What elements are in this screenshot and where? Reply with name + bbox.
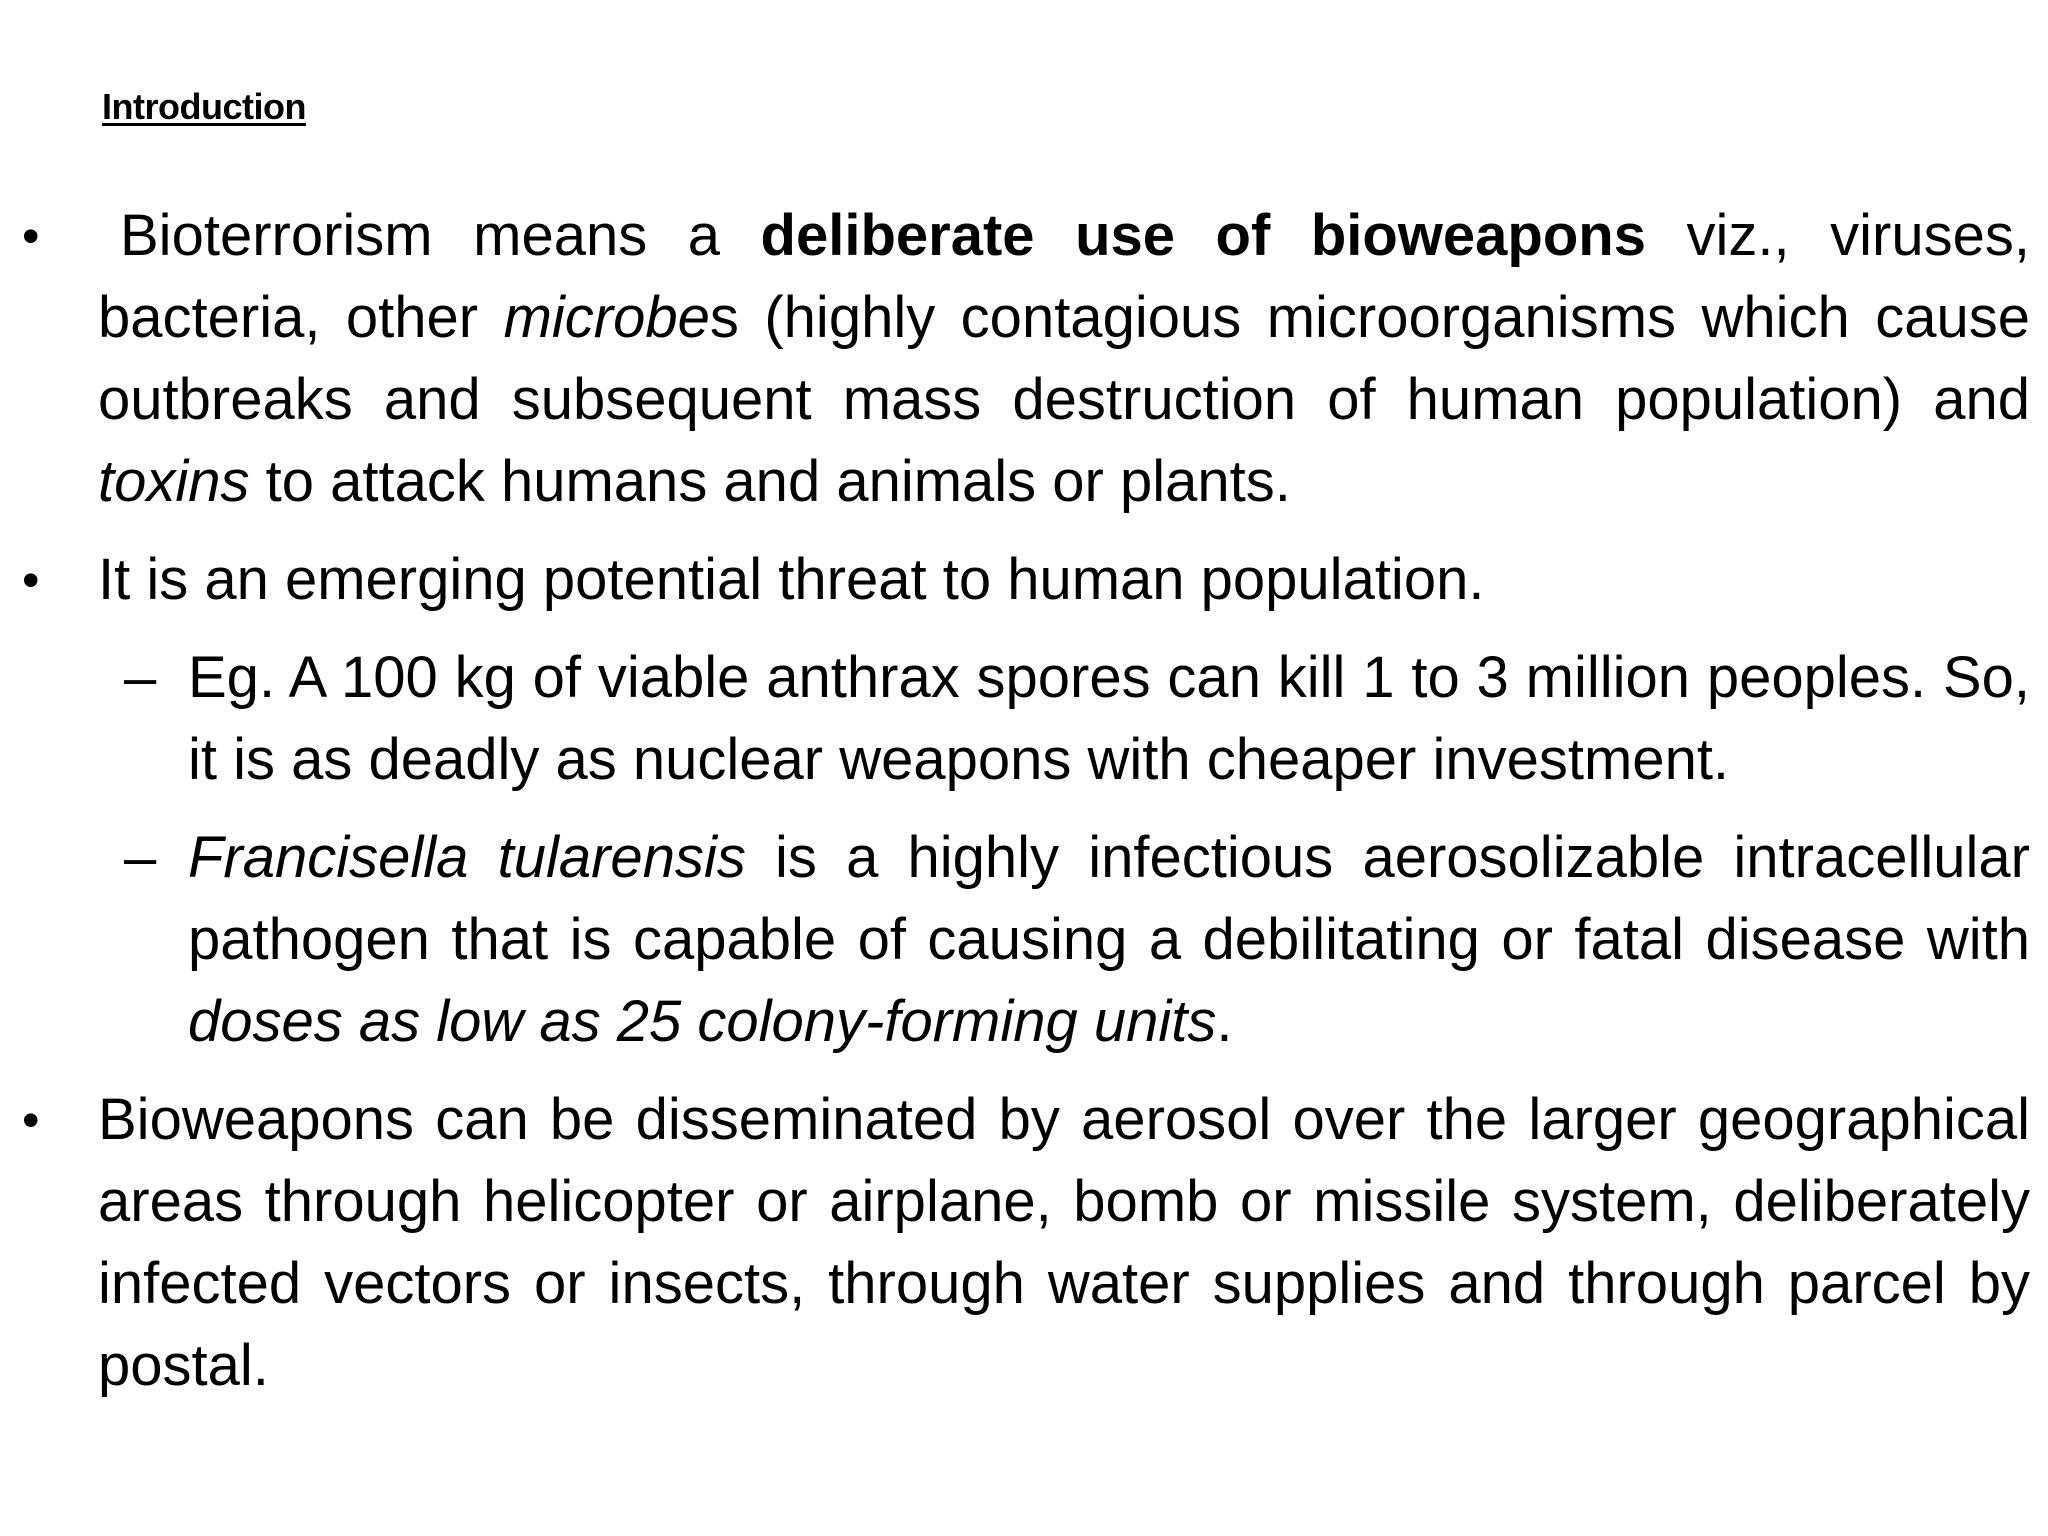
bullet-glyph: • (22, 208, 40, 264)
dash-glyph: – (124, 645, 157, 710)
text-run: Bioweapons can be disseminated by aerosol over the larger geographical areas through helicopter or airplane, bomb or missile system, deliberately infected vectors or insects, through water supplies and through parcel by postal. (98, 1087, 2030, 1398)
sub-item-anthrax (0, 637, 2030, 801)
text-run: viz., viruses, bacteria, other (98, 203, 2030, 350)
bullet-glyph: • (22, 1092, 40, 1148)
text-run: to attack humans and animals or plants. (249, 449, 1291, 514)
slide-title: Introduction (102, 86, 306, 127)
slide-body (0, 195, 2030, 1407)
dash-glyph: – (124, 825, 157, 890)
text-run: Eg. A 100 kg of viable anthrax spores can kill 1 to 3 million peoples. So, it is as deadly as nuclear weapons with cheaper investment. (188, 645, 2030, 792)
text-run: . (1216, 989, 1233, 1054)
text-run: s (highly contagious microorganisms which cause outbreaks and subsequent mass destruction of human population) and (98, 285, 2030, 432)
bullet-item-threat (0, 539, 2030, 621)
sub-item-francisella (0, 817, 2030, 1063)
text-run: Bioterrorism means a (120, 203, 761, 268)
bullet-item-definition (0, 195, 2030, 523)
italic-text-run: Francisella tularensis (188, 825, 746, 890)
bullet-glyph: • (22, 552, 40, 608)
italic-text-run: doses as low as 25 colony-forming units (188, 989, 1217, 1054)
italic-text-run: microbe (503, 285, 710, 350)
bullet-item-dissemination (0, 1079, 2030, 1407)
text-run: is a highly infectious aerosolizable intracellular pathogen that is capable of causing a debilitating or fatal disease with (188, 825, 2030, 972)
italic-text-run: toxins (98, 449, 250, 514)
bold-text-run: deliberate use of bioweapons (760, 203, 1646, 268)
text-run: It is an emerging potential threat to human population. (98, 547, 1485, 612)
